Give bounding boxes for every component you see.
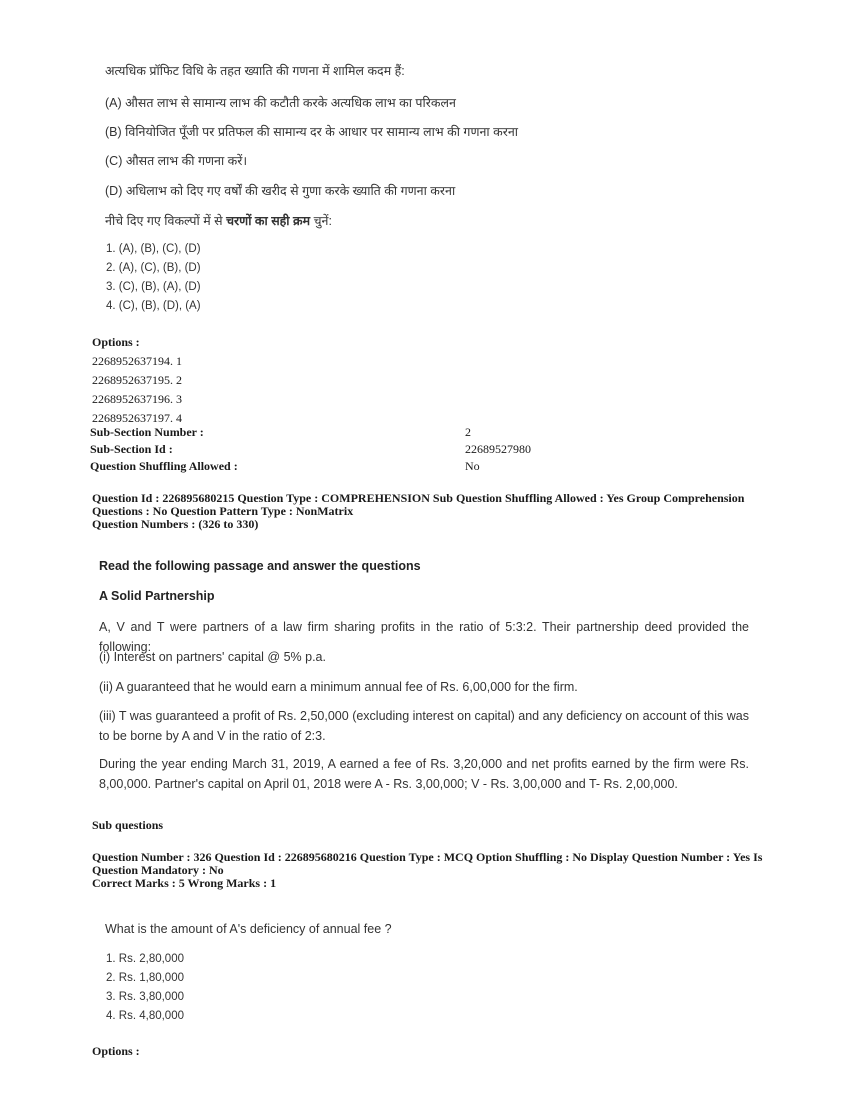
question-326-choices (106, 950, 184, 1026)
subsection-number-value: 2 (465, 425, 471, 439)
hindi-instruction-bold: चरणों का सही क्रम (226, 214, 311, 228)
passage-paragraph: During the year ending March 31, 2019, A earned a fee of Rs. 3,20,000 and net profits earned by the firm were Rs. 8,00,000. Partner's capital on April 01, 2018 were A - Rs. 3,00,000; V - Rs. 3,00,000 and T- Rs. 2,00,000. (99, 757, 749, 791)
answer-choice: 2. Rs. 1,80,000 (106, 972, 184, 984)
hindi-statement-b: (B) विनियोजित पूँजी पर प्रतिफल की सामान्य दर के आधार पर सामान्य लाभ की गणना करना (105, 125, 519, 139)
comprehension-header-line: Question Id : 226895680215 Question Type : COMPREHENSION Sub Question Shuffling Allowed : Yes Group Comprehension (92, 491, 745, 505)
passage-title: A Solid Partnership (99, 589, 215, 603)
question-meta-line: Question Number : 326 Question Id : 226895680216 Question Type : MCQ Option Shuffling : No Display Question Number : Yes Is (92, 850, 763, 864)
passage-paragraph: (i) Interest on partners' capital @ 5% p.a. (99, 650, 326, 664)
hindi-choices (106, 240, 201, 316)
question-326-meta (92, 851, 772, 890)
options-label-2: Options : (92, 1044, 140, 1058)
answer-choice: 3. Rs. 3,80,000 (106, 991, 184, 1003)
hindi-statement-c: (C) औसत लाभ की गणना करें। (105, 154, 248, 168)
options-label: Options : (92, 335, 140, 349)
subsection-id-label: Sub-Section Id : (90, 442, 173, 456)
question-326-text: What is the amount of A's deficiency of annual fee ? (105, 922, 392, 936)
hindi-choice: 4. (C), (B), (D), (A) (106, 300, 201, 312)
hindi-instruction-post: चुनें: (310, 214, 332, 228)
passage-paragraph: (ii) A guaranteed that he would earn a minimum annual fee of Rs. 6,00,000 for the firm. (99, 680, 578, 694)
option-item: 2268952637196. 3 (92, 392, 182, 406)
comprehension-header (92, 492, 772, 531)
hindi-choice: 3. (C), (B), (A), (D) (106, 281, 201, 293)
passage-heading: Read the following passage and answer the questions (99, 559, 421, 573)
sub-questions-label: Sub questions (92, 818, 164, 832)
question-shuffling-label: Question Shuffling Allowed : (90, 459, 238, 473)
comprehension-header-line: Question Numbers : (326 to 330) (92, 517, 259, 531)
hindi-instruction-pre: नीचे दिए गए विकल्पों में से (105, 214, 227, 228)
option-item: 2268952637194. 1 (92, 354, 182, 368)
options-block (92, 333, 182, 428)
hindi-statement-a: (A) औसत लाभ से सामान्य लाभ की कटौती करके अत्यधिक लाभ का परिकलन (105, 96, 456, 110)
option-item: 2268952637195. 2 (92, 373, 182, 387)
option-item: 2268952637197. 4 (92, 411, 182, 425)
question-shuffling-value: No (465, 459, 480, 473)
answer-choice: 1. Rs. 2,80,000 (106, 953, 184, 965)
subsection-id-value: 22689527980 (465, 442, 531, 456)
hindi-instruction (105, 212, 332, 229)
passage-paragraph: A, V and T were partners of a law firm sharing profits in the ratio of 5:3:2. Their partnership deed provided the following: (99, 620, 749, 654)
hindi-choice: 1. (A), (B), (C), (D) (106, 243, 201, 255)
subsection-table (90, 424, 590, 475)
hindi-choice: 2. (A), (C), (B), (D) (106, 262, 201, 274)
subsection-number-label: Sub-Section Number : (90, 425, 204, 439)
comprehension-header-line: Questions : No Question Pattern Type : NonMatrix (92, 504, 354, 518)
question-meta-line: Correct Marks : 5 Wrong Marks : 1 (92, 876, 277, 890)
answer-choice: 4. Rs. 4,80,000 (106, 1010, 184, 1022)
question-meta-line: Question Mandatory : No (92, 863, 224, 877)
hindi-question-intro: अत्यधिक प्रॉफिट विधि के तहत ख्याति की गणना में शामिल कदम हैं: (105, 64, 405, 78)
hindi-statement-d: (D) अधिलाभ को दिए गए वर्षों की खरीद से गुणा करके ख्याति की गणना करना (105, 184, 456, 198)
passage-paragraph: (iii) T was guaranteed a profit of Rs. 2,50,000 (excluding interest on capital) and any deficiency on account of this was to be borne by A and V in the ratio of 2:3. (99, 709, 749, 743)
